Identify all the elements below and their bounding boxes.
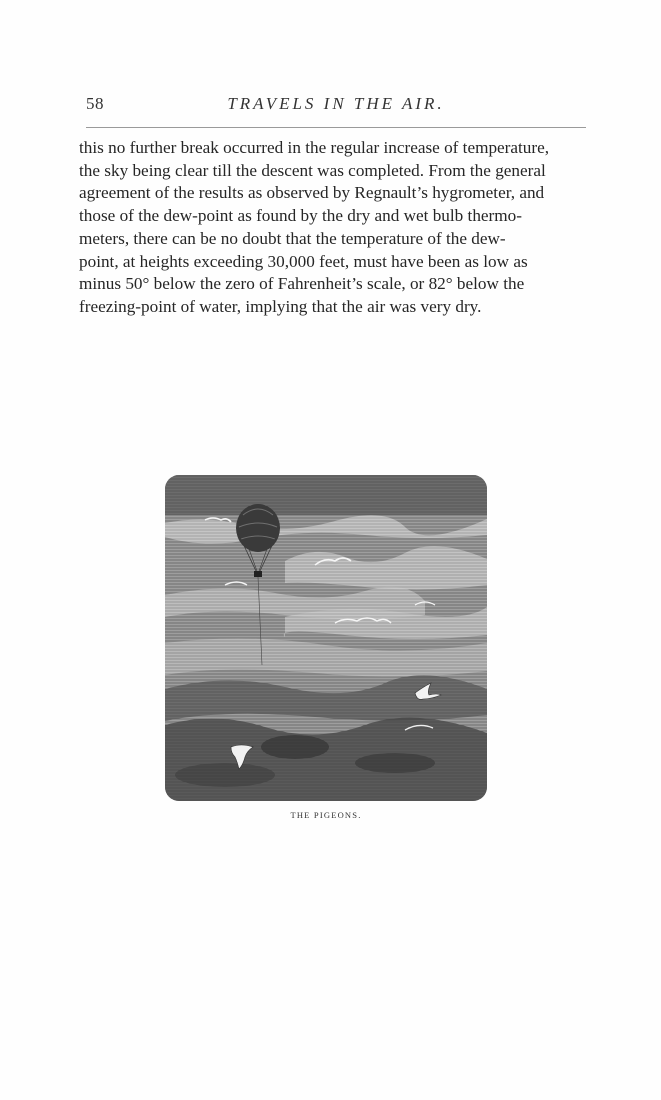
- balloon-engraving: [165, 475, 487, 801]
- figure: [160, 475, 492, 803]
- text-line: agreement of the results as observed by Regnault’s hygrometer, and: [79, 183, 545, 203]
- figure-caption: THE PIGEONS.: [290, 810, 362, 820]
- text-line: this no further break occurred in the regular increase of temperature,: [79, 138, 550, 157]
- text-line: freezing-point of water, implying that the air was very dry.: [79, 296, 482, 316]
- running-head: [86, 94, 586, 118]
- header-rule: [86, 127, 586, 128]
- text-line: meters, there can be no doubt that the temperature of the dew-: [79, 228, 506, 248]
- body-text: [79, 137, 584, 319]
- text-line: point, at heights exceeding 30,000 feet, must have been as low as: [79, 251, 528, 271]
- page-number: 58: [86, 94, 104, 113]
- text-line: minus 50° below the zero of Fahrenheit’s scale, or 82° below the: [79, 274, 525, 294]
- running-title: TRAVELS IN THE AIR.: [227, 94, 445, 113]
- text-line: the sky being clear till the descent was completed. From the general: [79, 160, 546, 180]
- text-line: those of the dew-point as found by the dry and wet bulb thermo-: [79, 206, 522, 226]
